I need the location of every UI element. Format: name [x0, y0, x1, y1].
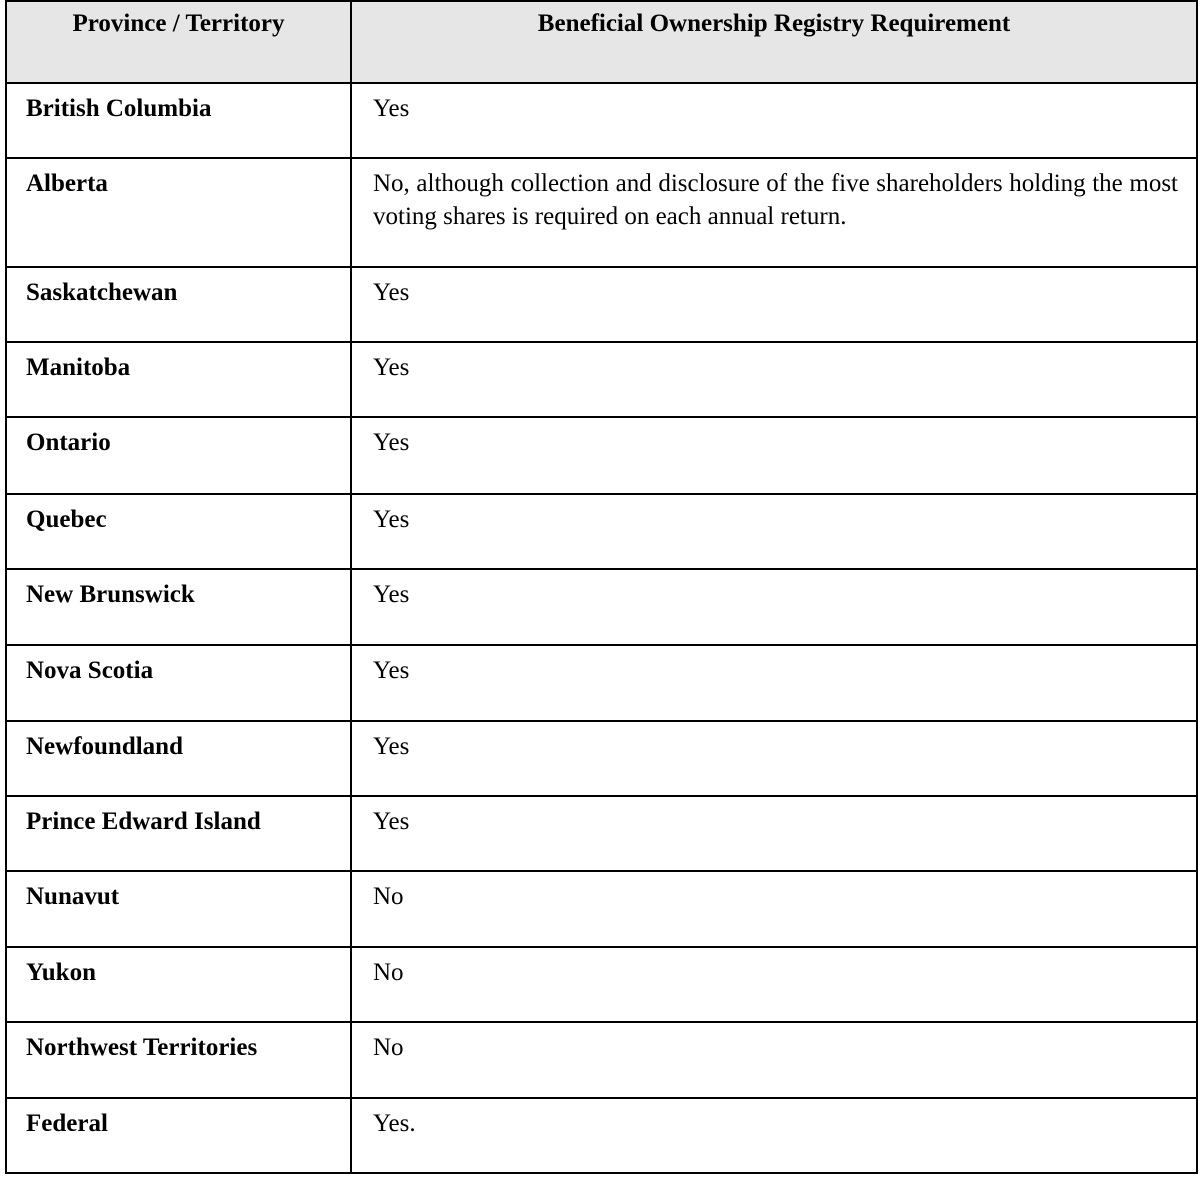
requirement-cell: Yes	[351, 267, 1197, 342]
requirement-cell: No	[351, 1022, 1197, 1098]
table-row	[6, 83, 1197, 158]
requirement-cell: Yes	[351, 83, 1197, 158]
header-requirement: Beneficial Ownership Registry Requirement	[351, 1, 1197, 83]
table-row	[6, 796, 1197, 871]
province-cell: Prince Edward Island	[6, 796, 351, 871]
table-row	[6, 417, 1197, 494]
province-cell: Nunavut	[6, 871, 351, 947]
province-cell: Quebec	[6, 494, 351, 569]
table-row	[6, 569, 1197, 645]
requirement-cell: No	[351, 947, 1197, 1022]
province-cell: New Brunswick	[6, 569, 351, 645]
requirement-cell: Yes	[351, 342, 1197, 417]
table-header-row	[6, 1, 1197, 83]
province-cell: Newfoundland	[6, 721, 351, 796]
table-row	[6, 871, 1197, 947]
province-cell: British Columbia	[6, 83, 351, 158]
province-cell: Saskatchewan	[6, 267, 351, 342]
table-row	[6, 1022, 1197, 1098]
province-cell: Manitoba	[6, 342, 351, 417]
requirement-cell: Yes	[351, 494, 1197, 569]
beneficial-ownership-table	[5, 0, 1198, 1174]
province-cell: Federal	[6, 1098, 351, 1173]
requirement-cell: No, although collection and disclosure of the five shareholders holding the most voting shares is required on each annual return.	[351, 158, 1197, 267]
requirement-cell: Yes	[351, 645, 1197, 721]
table-row	[6, 721, 1197, 796]
table-row	[6, 1098, 1197, 1173]
table-row	[6, 342, 1197, 417]
province-cell: Alberta	[6, 158, 351, 267]
requirement-cell: Yes	[351, 721, 1197, 796]
table-row	[6, 645, 1197, 721]
requirement-cell: Yes	[351, 417, 1197, 494]
province-cell: Nova Scotia	[6, 645, 351, 721]
table-row	[6, 267, 1197, 342]
header-province: Province / Territory	[6, 1, 351, 83]
table-row	[6, 947, 1197, 1022]
requirement-cell: Yes	[351, 569, 1197, 645]
requirement-cell: Yes	[351, 796, 1197, 871]
province-cell: Yukon	[6, 947, 351, 1022]
requirement-cell: Yes.	[351, 1098, 1197, 1173]
province-cell: Northwest Territories	[6, 1022, 351, 1098]
requirement-cell: No	[351, 871, 1197, 947]
table-row	[6, 494, 1197, 569]
province-cell: Ontario	[6, 417, 351, 494]
table-row	[6, 158, 1197, 267]
